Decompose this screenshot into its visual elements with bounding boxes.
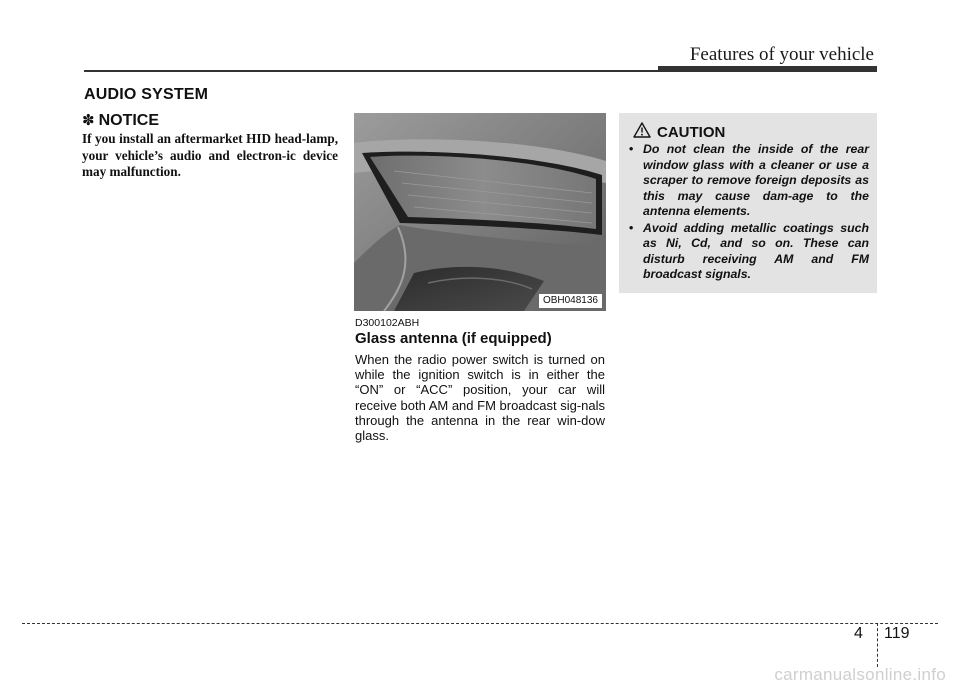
notice-title: NOTICE [98,112,160,129]
caution-item-text: Avoid adding metallic coatings such as Ni, Cd, and so on. These can disturb receiving AM and FM broadcast signals. [643,220,869,281]
bullet: • [629,142,634,156]
caution-item [629,142,869,220]
caution-header [633,122,725,143]
footer-divider [22,623,938,624]
chapter-number: 4 [854,625,863,642]
notice-heading [82,111,159,130]
header-rule-accent [658,66,877,72]
photo-code: OBH048136 [539,294,602,308]
document-code: D300102ABH [355,317,420,329]
caution-list [629,142,869,284]
chapter-title: Features of your vehicle [689,44,874,65]
glass-antenna-body: When the radio power switch is turned on while the ignition switch is in either the “ON” or “ACC” position, your car will receive both AM and FM broadcast sig-nals through the antenna in the rear win-dow glass. [355,352,606,444]
section-title: AUDIO SYSTEM [84,86,209,103]
notice-star-icon: ✽ [82,112,95,129]
page-number: 119 [884,625,910,642]
watermark: carmanualsonline.info [774,665,946,684]
caution-title: CAUTION [657,124,726,141]
caution-item [629,221,869,283]
glass-antenna-heading: Glass antenna (if equipped) [355,330,552,347]
caution-item-text: Do not clean the inside of the rear window glass with a cleaner or use a scraper to remove foreign deposits as this may cause dam-age to the antenna elements. [643,142,869,218]
warning-triangle-icon [633,122,651,143]
rear-window-photo [354,113,606,311]
notice-body: If you install an aftermarket HID head-lamp, your vehicle’s audio and electron-ic device may malfunction. [82,131,338,179]
caution-box [619,113,877,293]
bullet: • [629,220,634,235]
car-rear-window-illustration [354,113,606,311]
page-number-divider [877,623,878,667]
